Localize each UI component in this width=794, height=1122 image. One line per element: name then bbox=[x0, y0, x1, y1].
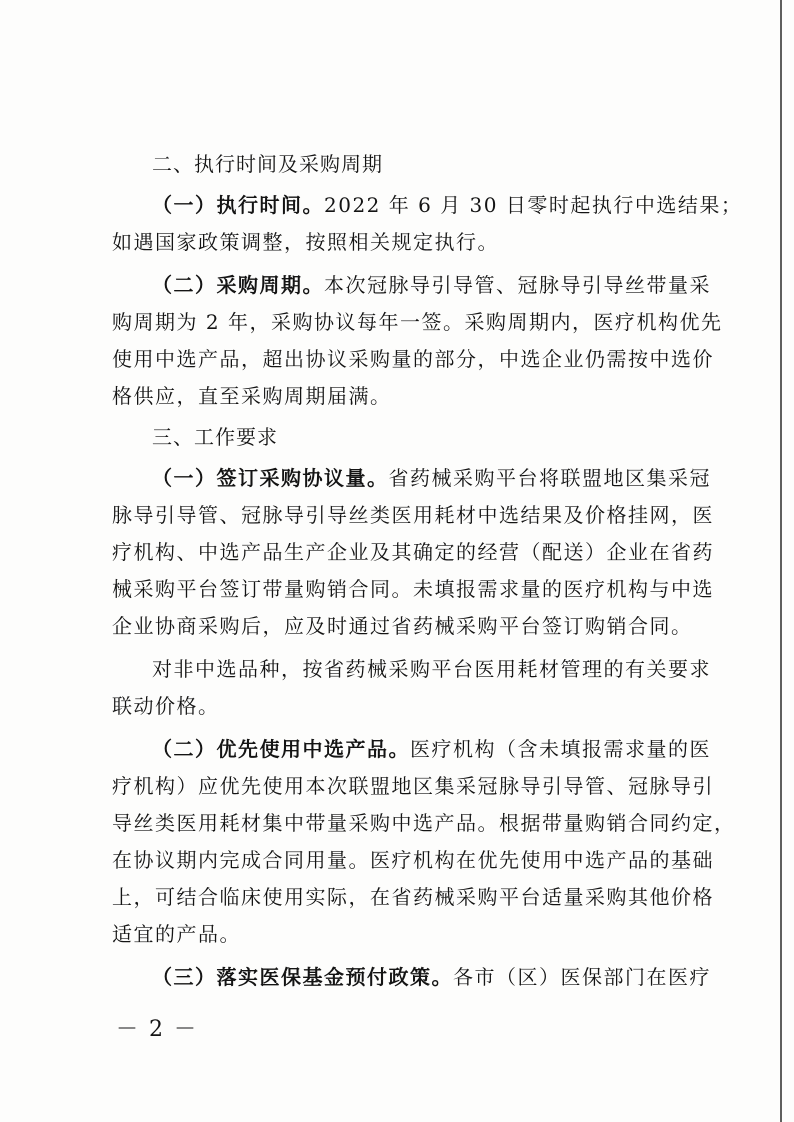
paragraph-procurement-cycle-line-1 bbox=[112, 267, 711, 304]
page-number: － 2 － bbox=[116, 1017, 198, 1042]
paragraph-lead: （二）采购周期。 bbox=[152, 273, 324, 297]
paragraph-prepayment-line-1 bbox=[112, 959, 711, 996]
paragraph-procurement-cycle-line-3: 使用中选产品，超出协议采购量的部分，中选企业仍需按中选价 bbox=[112, 347, 714, 371]
paragraph-text: 省药械采购平台将联盟地区集采冠 bbox=[388, 466, 711, 490]
paragraph-text: 各市（区）医保部门在医疗 bbox=[453, 965, 711, 989]
paragraph-sign-agreement-line-1 bbox=[112, 460, 711, 497]
paragraph-non-selected-line-1: 对非中选品种，按省药械采购平台医用耗材管理的有关要求 bbox=[152, 657, 711, 681]
paragraph-sign-agreement-line-2: 脉导引导管、冠脉导引导丝类医用耗材中选结果及价格挂网，医 bbox=[112, 503, 714, 527]
paragraph-sign-agreement-line-4: 械采购平台签订带量购销合同。未填报需求量的医疗机构与中选 bbox=[112, 577, 714, 601]
paragraph-procurement-cycle-line-2: 购周期为 2 年，采购协议每年一签。采购周期内，医疗机构优先 bbox=[112, 310, 723, 334]
scan-edge-line bbox=[780, 0, 782, 1122]
paragraph-priority-use-line-3: 导丝类医用耗材集中带量采购中选产品。根据带量购销合同约定， bbox=[112, 811, 736, 835]
paragraph-non-selected-line-2: 联动价格。 bbox=[112, 694, 220, 718]
paragraph-priority-use-line-5: 上，可结合临床使用实际，在省药械采购平台适量采购其他价格 bbox=[112, 885, 714, 909]
paragraph-lead: （一）执行时间。 bbox=[152, 193, 324, 217]
section-heading-2: 二、执行时间及采购周期 bbox=[152, 152, 383, 176]
paragraph-execution-time-line-1 bbox=[112, 187, 743, 224]
paragraph-text: 2022 年 6 月 30 日零时起执行中选结果； bbox=[324, 193, 743, 217]
paragraph-text: 医疗机构（含未填报需求量的医 bbox=[410, 737, 711, 761]
document-body bbox=[112, 146, 743, 996]
paragraph-procurement-cycle-line-4: 格供应，直至采购周期届满。 bbox=[112, 384, 392, 408]
paragraph-text: 本次冠脉导引导管、冠脉导引导丝带量采 bbox=[324, 273, 711, 297]
paragraph-sign-agreement-line-5: 企业协商采购后，应及时通过省药械采购平台签订购销合同。 bbox=[112, 614, 693, 638]
paragraph-priority-use-line-1 bbox=[112, 731, 711, 768]
paragraph-priority-use-line-4: 在协议期内完成合同用量。医疗机构在优先使用中选产品的基础 bbox=[112, 848, 714, 872]
paragraph-priority-use-line-2: 疗机构）应优先使用本次联盟地区集采冠脉导引导管、冠脉导引 bbox=[112, 774, 714, 798]
paragraph-lead: （二）优先使用中选产品。 bbox=[152, 737, 410, 761]
paragraph-lead: （一）签订采购协议量。 bbox=[152, 466, 389, 490]
section-heading-3: 三、工作要求 bbox=[152, 425, 278, 449]
paragraph-priority-use-line-6: 适宜的产品。 bbox=[112, 922, 241, 946]
paragraph-lead: （三）落实医保基金预付政策。 bbox=[152, 965, 453, 989]
paragraph-sign-agreement-line-3: 疗机构、中选产品生产企业及其确定的经营（配送）企业在省药 bbox=[112, 540, 714, 564]
paragraph-execution-time-line-2: 如遇国家政策调整，按照相关规定执行。 bbox=[112, 230, 499, 254]
